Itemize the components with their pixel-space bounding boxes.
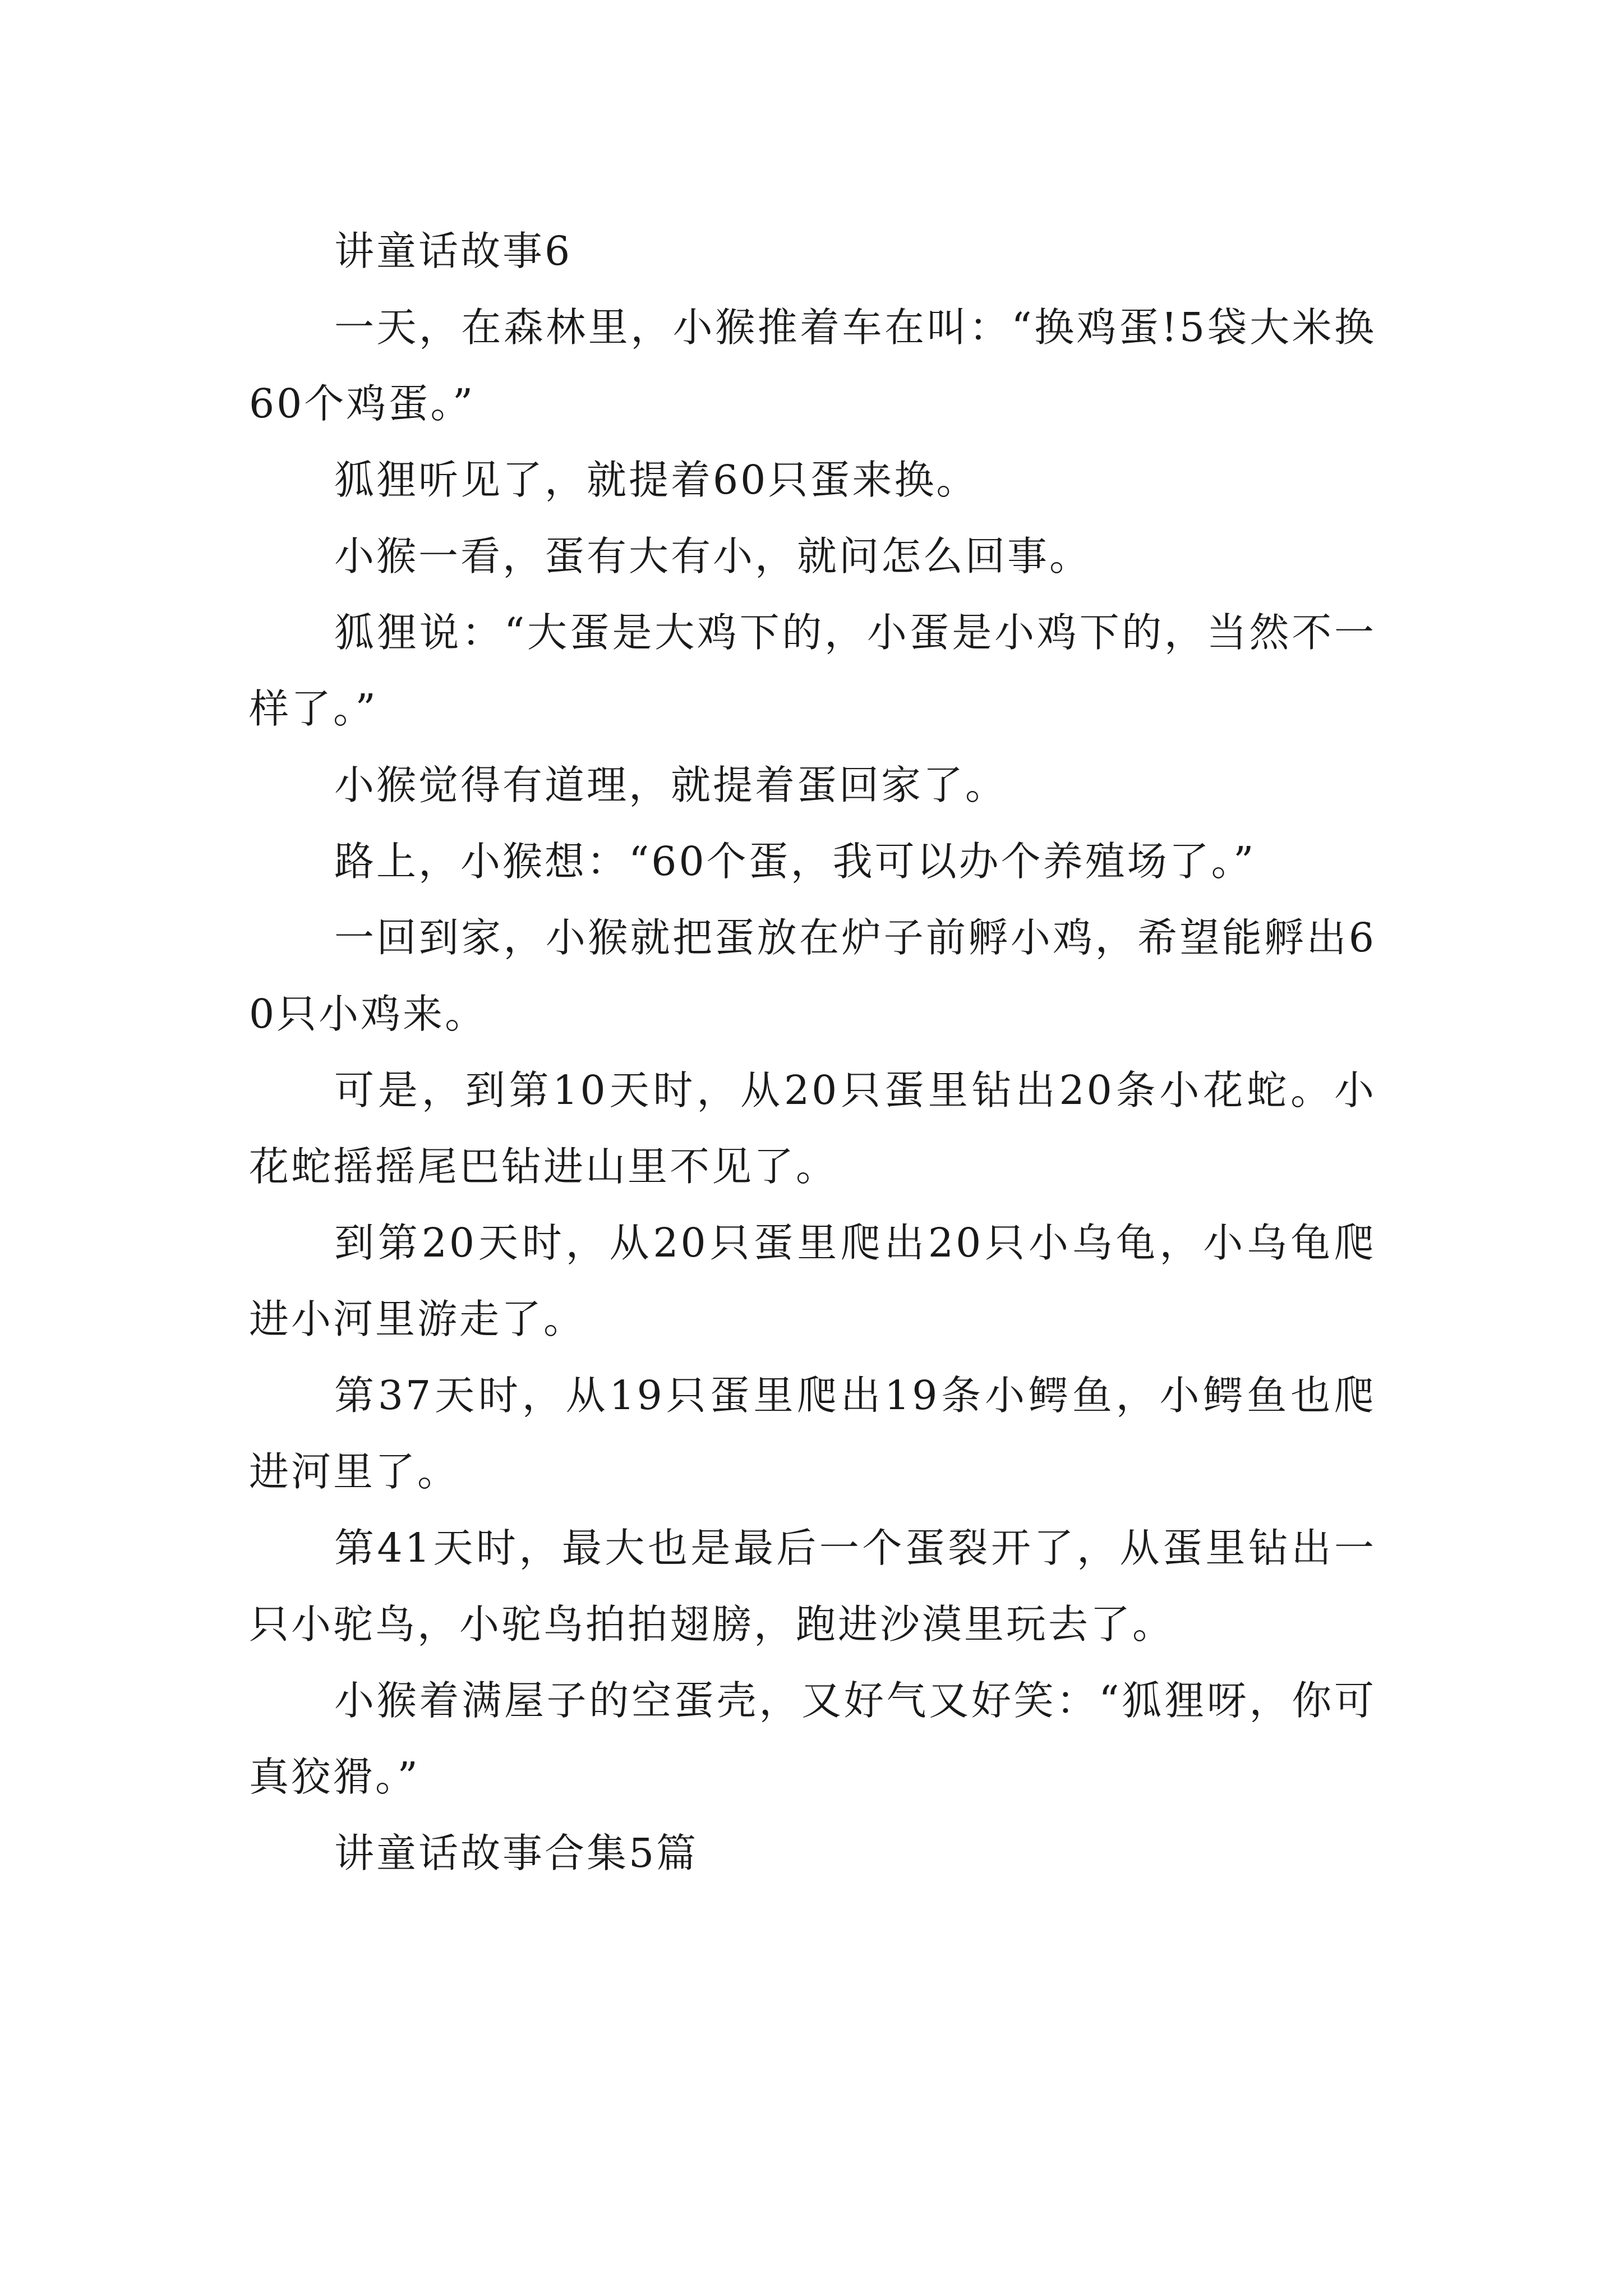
document-title: 讲童话故事6: [334, 228, 573, 274]
paragraph: 小猴一看，蛋有大有小，就问怎么回事。: [334, 533, 1092, 579]
paragraph: 第37天时，从19只蛋里爬出19条小鳄鱼，小鳄鱼也爬进河里了。: [249, 1372, 1376, 1495]
paragraph: 狐狸说：“大蛋是大鸡下的，小蛋是小鸡下的，当然不一样了。”: [249, 609, 1376, 732]
paragraph: 可是，到第10天时，从20只蛋里钻出20条小花蛇。小花蛇摇摇尾巴钻进山里不见了。: [249, 1067, 1376, 1190]
paragraph: 路上，小猴想：“60个蛋，我可以办个养殖场了。”: [334, 838, 1256, 885]
document-page: [249, 213, 1376, 1892]
paragraph: 一回到家，小猴就把蛋放在炉子前孵小鸡，希望能孵出60只小鸡来。: [249, 914, 1376, 1037]
paragraph: 到第20天时，从20只蛋里爬出20只小乌龟，小乌龟爬进小河里游走了。: [249, 1220, 1376, 1342]
closing-heading: 讲童话故事合集5篇: [334, 1830, 699, 1876]
paragraph: 小猴着满屋子的空蛋壳，又好气又好笑：“狐狸呀，你可真狡猾。”: [249, 1677, 1376, 1800]
paragraph: 一天，在森林里，小猴推着车在叫：“换鸡蛋!5袋大米换60个鸡蛋。”: [249, 304, 1376, 427]
paragraph: 小猴觉得有道理，就提着蛋回家了。: [334, 762, 1008, 808]
paragraph: 狐狸听见了，就提着60只蛋来换。: [334, 457, 979, 503]
paragraph: 第41天时，最大也是最后一个蛋裂开了，从蛋里钻出一只小驼鸟，小驼鸟拍拍翅膀，跑进沙漠里玩去了。: [249, 1525, 1376, 1648]
